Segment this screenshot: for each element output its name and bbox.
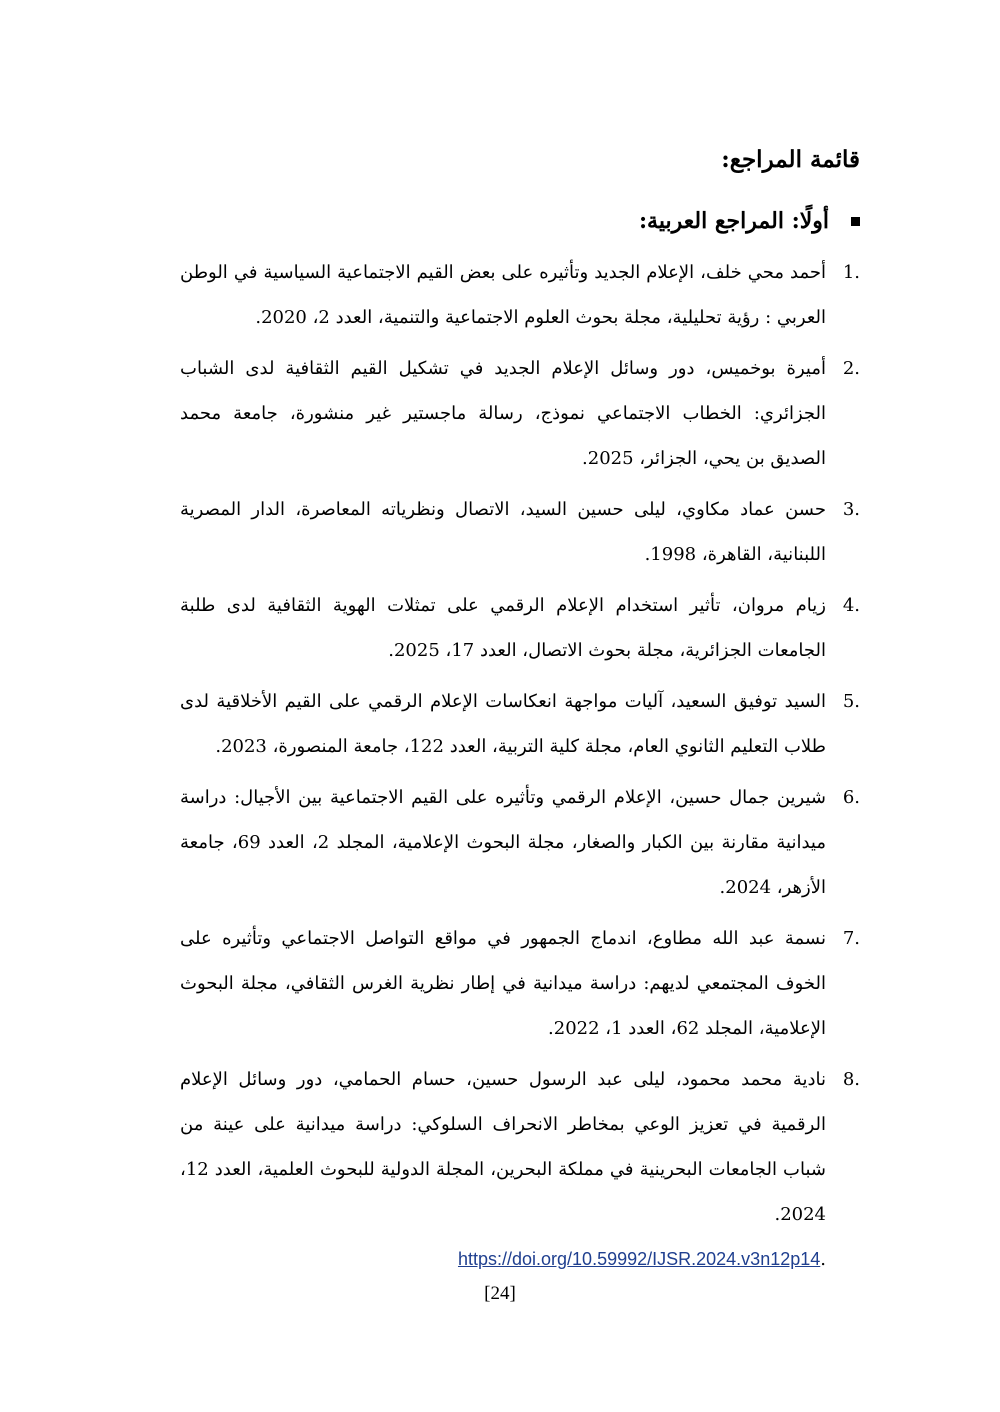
reference-number: 3.	[842, 499, 860, 520]
section-heading	[639, 203, 860, 239]
reference-item-1	[180, 250, 860, 340]
reference-number: 4.	[842, 595, 860, 616]
reference-item-3	[180, 487, 860, 577]
section-heading-text: أولًا: المراجع العربية:	[638, 208, 829, 234]
reference-text: حسن عماد مكاوي، ليلى حسين السيد، الاتصال ونظرياته المعاصرة، الدار المصرية اللبنانية، القاهرة، 1998.	[180, 499, 826, 565]
reference-text: نسمة عبد الله مطاوع، اندماج الجمهور في مواقع التواصل الاجتماعي وتأثيره على الخوف المجتمعي لديهم: دراسة ميدانية في إطار نظرية الغرس الثقافي، مجلة البحوث الإعلامية، المجلد 62، العدد 1، 2022.	[180, 928, 826, 1039]
reference-item-5	[180, 679, 860, 769]
reference-item-2	[180, 346, 860, 481]
reference-list	[180, 250, 860, 1288]
reference-number: 6.	[842, 787, 860, 808]
reference-number: 2.	[842, 358, 860, 379]
reference-text: أميرة بوخميس، دور وسائل الإعلام الجديد في تشكيل القيم الثقافية لدى الشباب الجزائري: الخطاب الاجتماعي نموذج، رسالة ماجستير غير منشورة، جامعة محمد الصديق بن يحي، الجزائر، 2025.	[180, 358, 826, 469]
reference-text: شيرين جمال حسين، الإعلام الرقمي وتأثيره على القيم الاجتماعية بين الأجيال: دراسة ميدانية مقارنة بين الكبار والصغار، مجلة البحوث الإعلامية، المجلد 2، العدد 69، جامعة الأزهر، 2024.	[180, 787, 827, 898]
link-suffix: .	[820, 1249, 826, 1270]
reference-number: 1.	[842, 262, 860, 283]
reference-item-4	[180, 583, 860, 673]
reference-text: زيام مروان، تأثير استخدام الإعلام الرقمي على تمثلات الهوية الثقافية لدى طلبة الجامعات الجزائرية، مجلة بحوث الاتصال، العدد 17، 2025.	[180, 595, 826, 661]
reference-number: 5.	[842, 691, 860, 712]
reference-number: 7.	[842, 928, 860, 949]
square-bullet-icon	[851, 217, 860, 226]
reference-item-8	[180, 1057, 860, 1282]
reference-item-6	[180, 775, 860, 910]
page-title: قائمة المراجع:	[721, 146, 860, 173]
doi-link[interactable]: https://doi.org/10.59992/IJSR.2024.v3n12p14	[457, 1249, 821, 1269]
reference-number: 8.	[842, 1069, 860, 1090]
reference-text: أحمد محي خلف، الإعلام الجديد وتأثيره على بعض القيم الاجتماعية السياسية في الوطن العربي : رؤية تحليلية، مجلة بحوث العلوم الاجتماعية والتنمية، العدد 2، 2020.	[180, 262, 826, 328]
page-number: [24]	[484, 1283, 516, 1304]
reference-item-7	[180, 916, 860, 1051]
reference-text: السيد توفيق السعيد، آليات مواجهة انعكاسات الإعلام الرقمي على القيم الأخلاقية لدى طلاب التعليم الثانوي العام، مجلة كلية التربية، العدد 122، جامعة المنصورة، 2023.	[180, 691, 826, 757]
reference-text: نادية محمد محمود، ليلى عبد الرسول حسين، حسام الحمامي، دور وسائل الإعلام الرقمية في تعزيز الوعي بمخاطر الانحراف السلوكي: دراسة ميدانية على عينة من شباب الجامعات البحرينية في مملكة البحرين، المجلة الدولية للبحوث العلمية، العدد 12، 2024.	[180, 1069, 826, 1225]
